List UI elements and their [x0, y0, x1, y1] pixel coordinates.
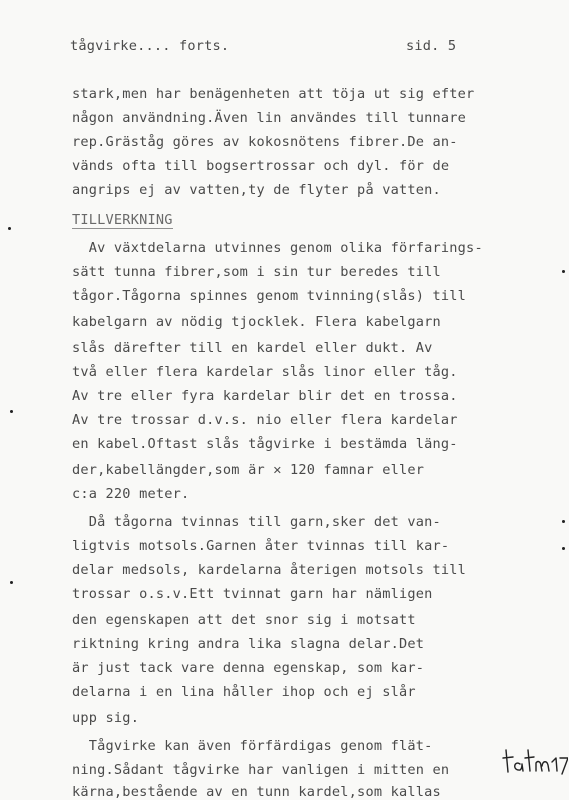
text-line: Då tågorna tvinnas till garn,sker det van- — [72, 514, 441, 530]
text-line: kabelgarn av nödig tjocklek. Flera kabelgarn — [72, 314, 441, 330]
margin-dot — [562, 520, 565, 523]
text-line: stark,men har benägenheten att töja ut sig efter — [72, 86, 475, 102]
text-line: riktning kring andra lika slagna delar.Det — [72, 636, 425, 652]
text-line: den egenskapen att det snor sig i motsatt — [72, 612, 416, 628]
text-line: Av växtdelarna utvinnes genom olika förfarings- — [72, 240, 483, 256]
text-line: sätt tunna fibrer,som i sin tur beredes till — [72, 264, 441, 280]
margin-dot — [562, 270, 565, 273]
text-line: angrips ej av vatten,ty de flyter på vatten. — [72, 182, 441, 198]
text-line: delar medsols, kardelarna återigen motsols till — [72, 562, 467, 578]
margin-dot — [8, 227, 11, 230]
text-line: der,kabellängder,som är ✕ 120 famnar eller — [72, 462, 425, 478]
text-line: någon användning.Även lin användes till tunnare — [72, 110, 467, 126]
header-title: tågvirke.... forts. — [70, 38, 230, 54]
text-line: kärna,bestående av en tunn kardel,som kallas — [72, 784, 441, 800]
page-number: sid. 5 — [406, 38, 457, 54]
margin-dot — [10, 410, 13, 413]
section-heading: TILLVERKNING — [72, 212, 173, 228]
text-line: en kabel.Oftast slås tågvirke i bestämda läng- — [72, 436, 458, 452]
text-line: ligtvis motsols.Garnen åter tvinnas till kar- — [72, 538, 450, 554]
text-line: Tågvirke kan även förfärdigas genom flät- — [72, 738, 433, 754]
text-line: tågor.Tågorna spinnes genom tvinning(slås) till — [72, 288, 467, 304]
text-line: två eller flera kardelar slås linor eller tåg. — [72, 364, 458, 380]
text-line: delarna i en lina håller ihop och ej slår — [72, 684, 416, 700]
margin-dot — [562, 547, 565, 550]
text-line: slås därefter till en kardel eller dukt. Av — [72, 340, 433, 356]
text-line: c:a 220 meter. — [72, 486, 190, 502]
text-line: Av tre trossar d.v.s. nio eller flera kardelar — [72, 412, 458, 428]
text-line: trossar o.s.v.Ett tvinnat garn har nämligen — [72, 586, 433, 602]
margin-dot — [10, 581, 13, 584]
text-line: Av tre eller fyra kardelar blir det en trossa. — [72, 388, 458, 404]
text-line: ning.Sådant tågvirke har vanligen i mitten en — [72, 762, 450, 778]
text-line: är just tack vare denna egenskap, som kar- — [72, 660, 425, 676]
text-line: rep.Gräståg göres av kokosnötens fibrer.De an- — [72, 134, 458, 150]
text-line: vänds ofta till bogsertrossar och dyl. för de — [72, 158, 450, 174]
text-line: upp sig. — [72, 710, 140, 726]
handwritten-annotation — [502, 740, 568, 800]
